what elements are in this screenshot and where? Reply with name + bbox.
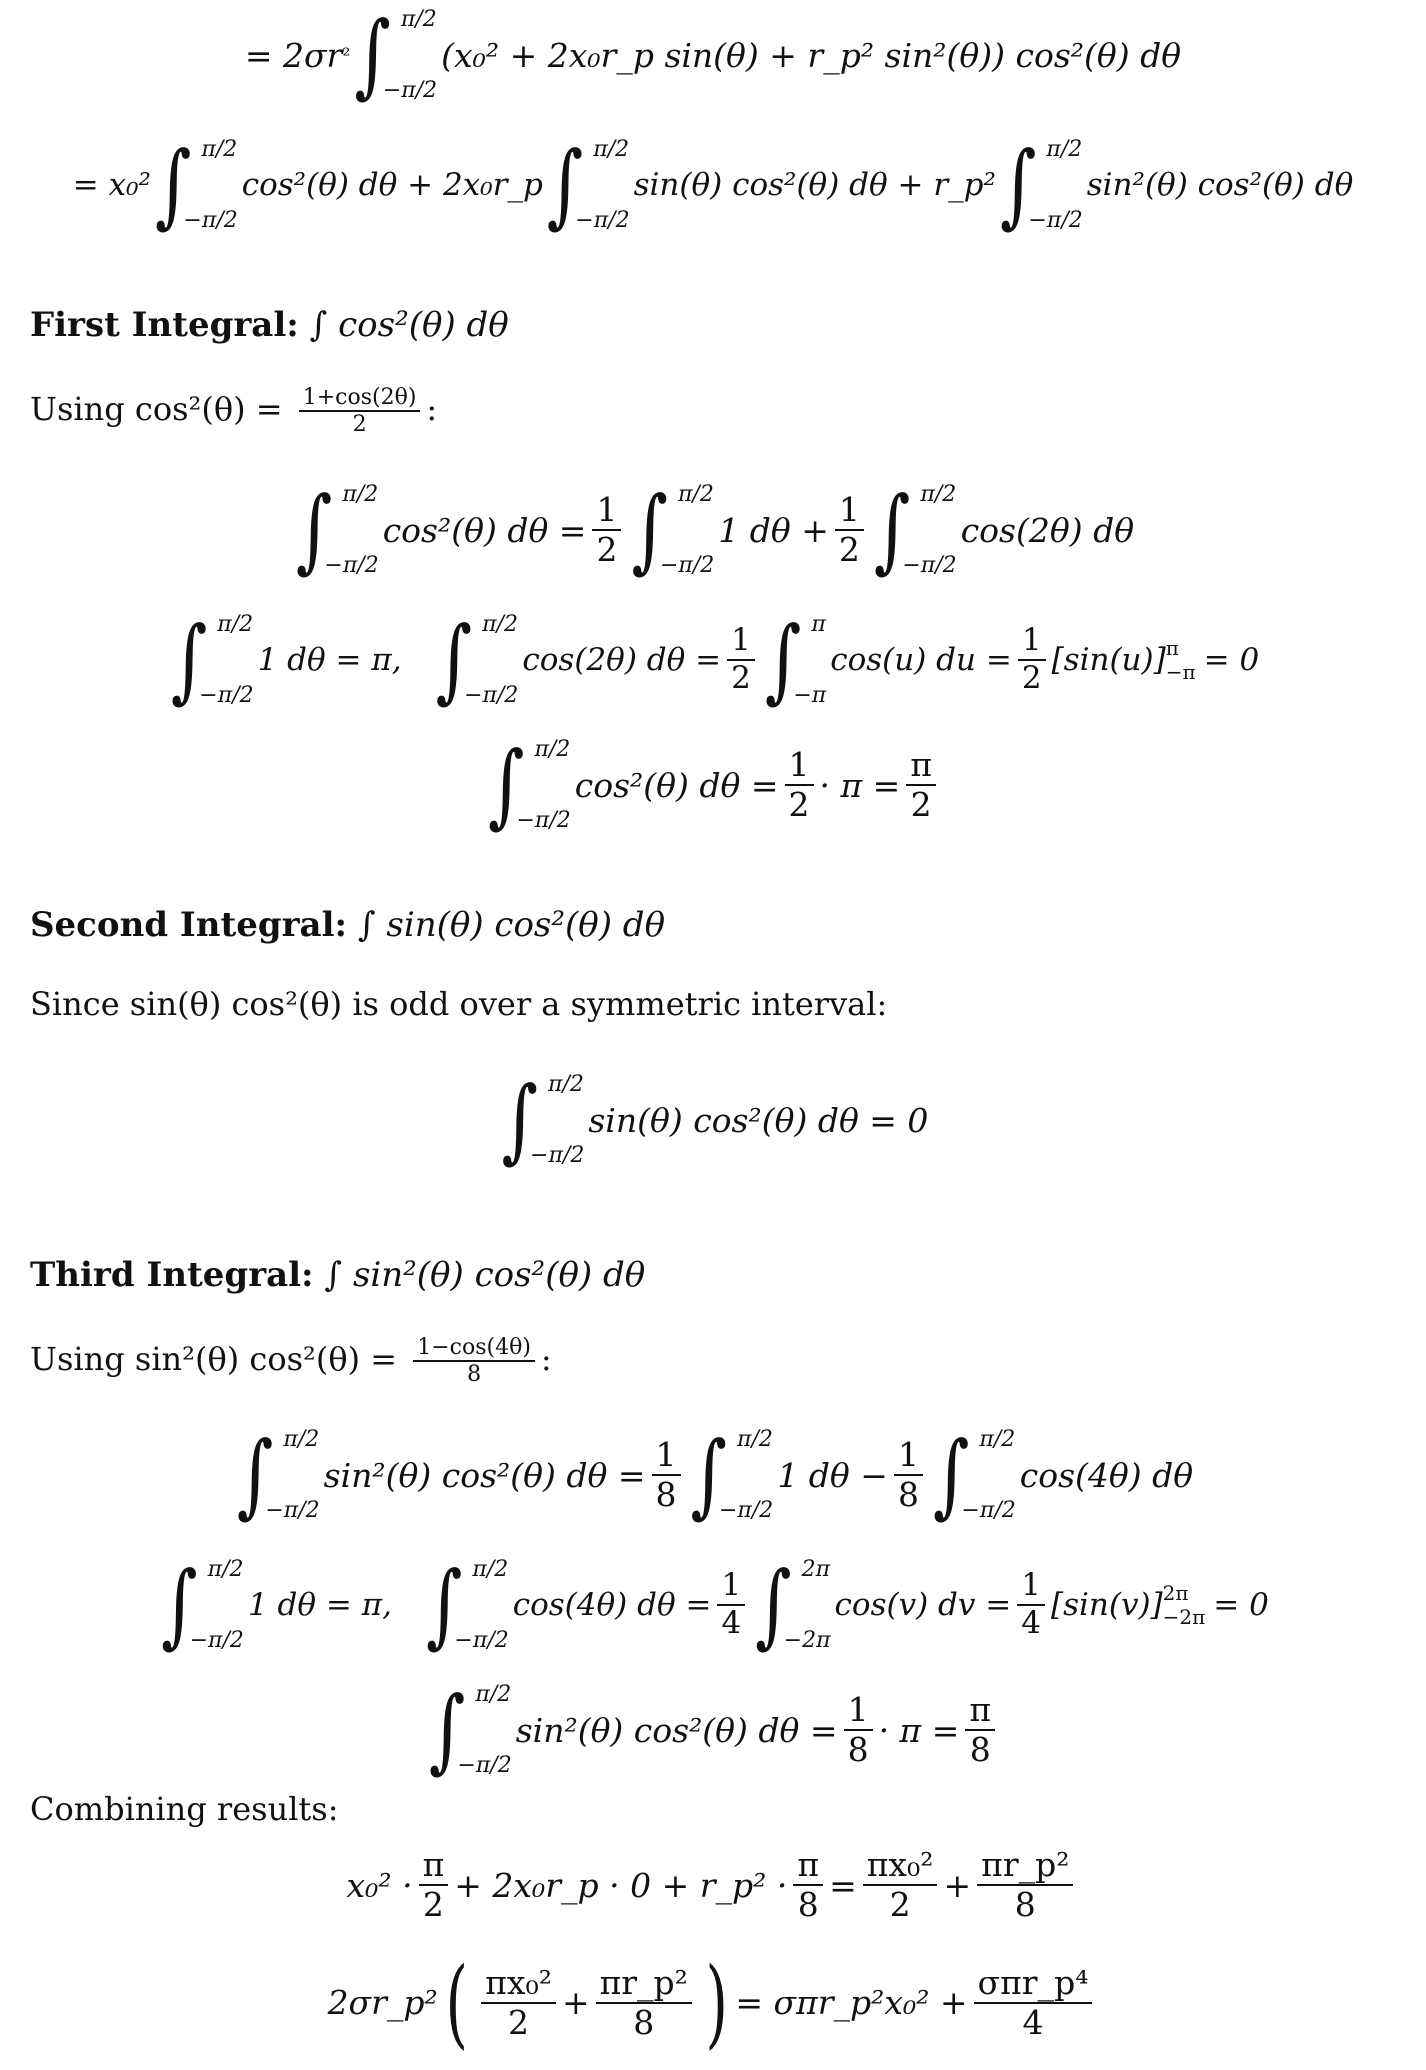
second-eq: ∫ π/2 −π/2 sin(θ) cos²(θ) dθ = 0 [501,1066,929,1174]
eq-part: · π = [878,1710,960,1750]
using-text: Using cos²(θ) = [30,389,283,428]
half-fraction: $\frac{1}{2}$ [592,491,621,569]
eq-term-3: sin²(θ) cos²(θ) dθ [1086,167,1354,203]
third-integral-heading [30,1255,645,1295]
equation-line-1 [0,0,1426,110]
eq-lead: = x₀² [72,167,151,203]
eq-part: = 0 [1213,1587,1269,1623]
eq-part: sin(θ) cos²(θ) dθ = 0 [588,1100,929,1140]
second-integral-heading [30,905,665,945]
eq-part: cos(4θ) dθ = [512,1587,712,1623]
eq-lead: = 2σr [244,35,343,75]
third-eq-2: ∫ π/2 −π/2 1 dθ = π, ∫ π/2 −π/2 cos(4θ) dθ = $\frac{1}{4}$ ∫ 2π −2π cos(v) dv = $\frac{1}{4}$ [sin(v)] 2π −2π = 0 [161,1551,1269,1659]
eq-part: cos²(θ) dθ = [382,510,587,550]
integral-symbol: ∫ π/2 −π/2 [546,131,630,239]
heading-label: First Integral: [30,305,299,345]
eq-part: 1 dθ = π, [257,642,402,678]
eq-part: cos(u) du = [830,642,1012,678]
eq-part: cos²(θ) dθ = [574,765,779,805]
eq-part: 1 dθ − [777,1455,888,1495]
heading-expr: ∫ cos²(θ) dθ [309,305,509,345]
eq-part: + [943,1865,972,1905]
heading-expr: ∫ sin²(θ) cos²(θ) dθ [324,1255,646,1295]
third-using: Using sin²(θ) cos²(θ) = $\frac{1-\cos(4\theta)}{8}$ : [30,1335,552,1388]
combine-eq-1: x₀² · $\frac{\pi}{2}$ + 2x₀r_p · 0 + r_p² · $\frac{\pi}{8}$ = $\frac{\text{πx₀²}}{2}$ + $\frac{\text{πr\_p²}}{8}$ [0,1830,1426,1940]
third-eq-1: ∫ π/2 −π/2 sin²(θ) cos²(θ) dθ = $\frac{1}{8}$ ∫ π/2 −π/2 1 dθ − $\frac{1}{8}$ ∫ π/2 −π/2 cos(4θ) dθ [236,1421,1194,1529]
using-text: Using sin²(θ) cos²(θ) = [30,1339,398,1378]
eq-part: [sin(v)] [1050,1587,1163,1623]
eq-part: cos(v) dv = [834,1587,1012,1623]
equation-line-2 [0,125,1426,245]
eq-part: 2σr_p² [327,1983,438,2022]
heading-expr: ∫ sin(θ) cos²(θ) dθ [357,905,666,945]
eq-part: cos(2θ) dθ = [522,642,722,678]
first-integral-heading [30,305,509,345]
eq-sup: ² [342,43,351,67]
integral-symbol: ∫ π/2 −π/2 [999,131,1083,239]
third-eq-3: ∫ π/2 −π/2 sin²(θ) cos²(θ) dθ = $\frac{1}{8}$ · π = $\frac{\pi}{8}$ [0,1670,1426,1790]
eq-part: sin²(θ) cos²(θ) dθ = [323,1455,646,1495]
eq-part: 1 dθ = π, [247,1587,392,1623]
eq-part: + 2x₀r_p · 0 + r_p² · [454,1865,788,1905]
eq-part: [sin(u)] [1051,642,1166,678]
using-fraction: $\frac{1+\cos(2\theta)}{2}$ [299,385,421,438]
eq-part: x₀² · [346,1865,413,1905]
heading-label: Third Integral: [30,1255,314,1295]
half-fraction: $\frac{1}{2}$ [835,491,864,569]
eq-part: = σπr_p²x₀² + [735,1983,968,2022]
combining-label: Combining results: [30,1790,339,1828]
eq-part: sin²(θ) cos²(θ) dθ = [515,1710,838,1750]
eq-part: 1 dθ + [718,510,829,550]
eq-part: = 0 [1203,642,1260,678]
first-eq-2: ∫ π/2 −π/2 1 dθ = π, ∫ π/2 −π/2 cos(2θ) dθ = $\frac{1}{2}$ ∫ π −π cos(u) du = $\frac{1}{2}$ [sin(u)] π −π = 0 [170,606,1260,714]
eq-term-1: cos²(θ) dθ + 2x₀r_p [241,167,543,203]
combine-eq-2: 2σr_p² ( $\frac{\text{πx₀²}}{2}$ + $\frac{\text{πr\_p²}}{8}$ ) = σπr_p²x₀² + $\frac{\text{σπr\_p⁴}}{4}$ [0,1945,1426,2060]
using-fraction: $\frac{1-\cos(4\theta)}{8}$ [413,1335,535,1388]
eq-part: cos(4θ) dθ [1019,1455,1194,1495]
integral-symbol: ∫ π/2 −π/2 [154,131,238,239]
eq-part: = [829,1865,857,1905]
first-eq-1: ∫ π/2 −π/2 cos²(θ) dθ = $\frac{1}{2}$ ∫ π/2 −π/2 1 dθ + $\frac{1}{2}$ ∫ π/2 −π/2 cos(2θ) dθ [295,476,1135,584]
eq-body: (x₀² + 2x₀r_p sin(θ) + r_p² sin²(θ)) cos²(θ) dθ [441,35,1182,75]
first-eq-3: ∫ π/2 −π/2 cos²(θ) dθ = $\frac{1}{2}$ · π = $\frac{\pi}{2}$ [0,725,1426,845]
eq-term-2: sin(θ) cos²(θ) dθ + r_p² [633,167,996,203]
eq-part: cos(2θ) dθ [960,510,1135,550]
second-since: Since sin(θ) cos²(θ) is odd over a symmetric interval: [30,985,888,1023]
eq-part: · π = [819,765,901,805]
first-using: Using cos²(θ) = $\frac{1+\cos(2\theta)}{2}$ : [30,385,438,438]
heading-label: Second Integral: [30,905,348,945]
integral-symbol: ∫ π/2 −π/2 [354,1,438,109]
